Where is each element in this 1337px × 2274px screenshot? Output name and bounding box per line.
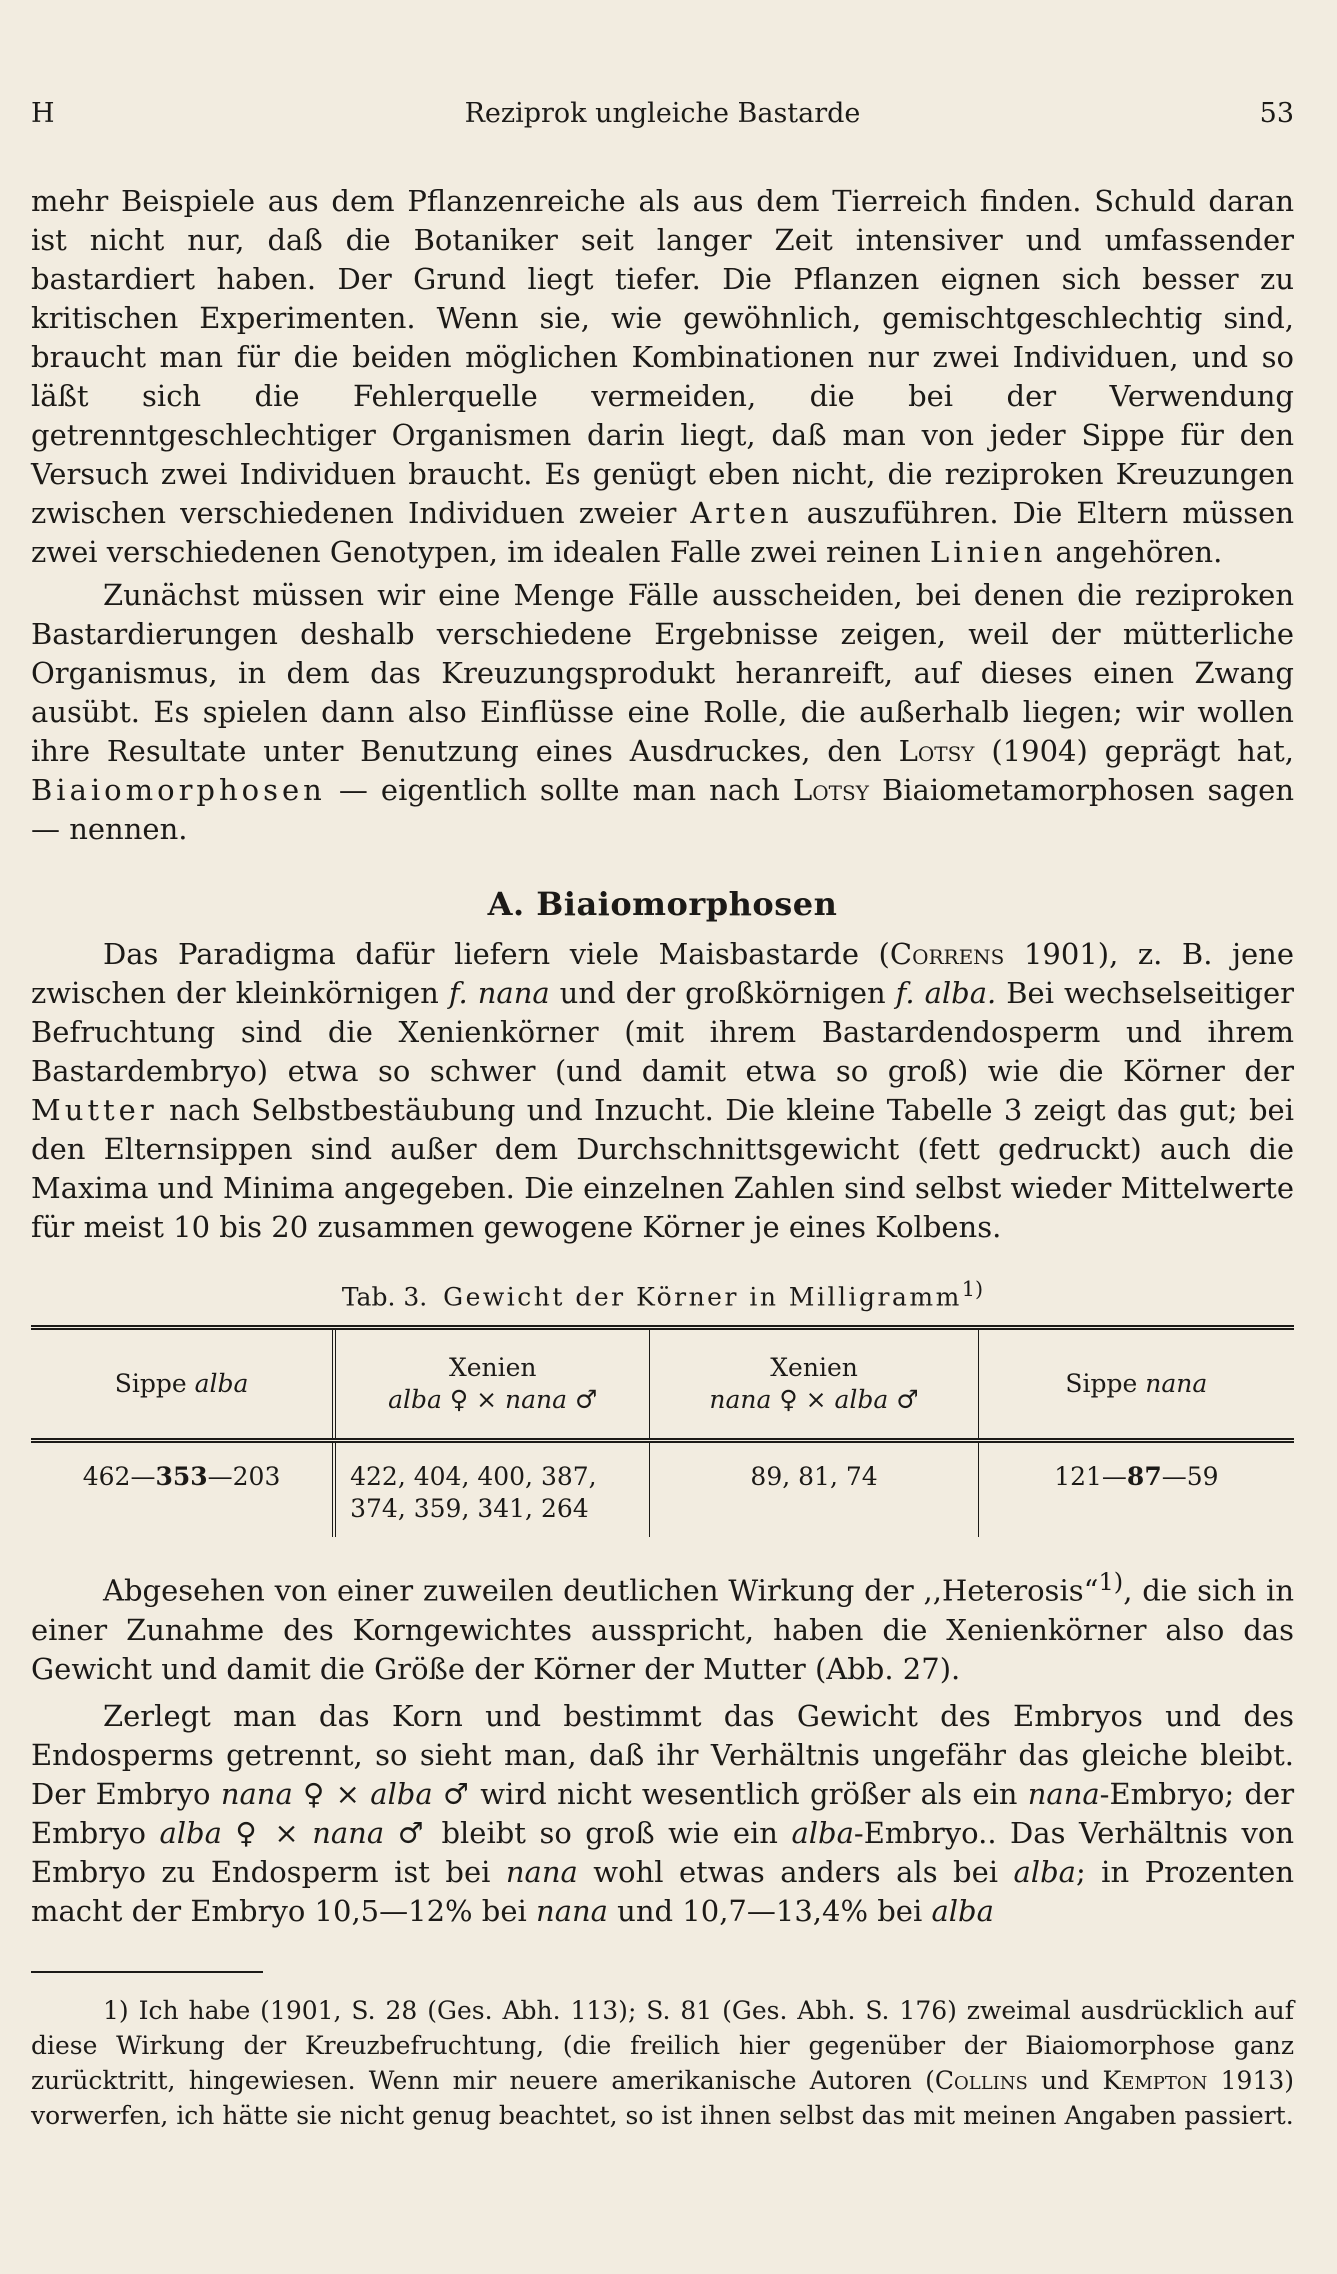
- grain-weight-table: [31, 1325, 1294, 1537]
- paragraph-4: Abgesehen von einer zuweilen deutlichen Wirkung der ,,Heterosis“$^{1)}$, die sich in einer Zunahme des Korngewichtes ausspricht, haben die Xenienkörner also das Gewicht und damit die Größe der Körner der Mutter (Abb. 27).: [31, 1568, 1294, 1686]
- col-header-xenien-alba-nana: Xenien alba ♀ × nana ♂: [334, 1328, 650, 1441]
- cell-xenien-alba-nana: 422, 404, 400, 387, 374, 359, 341, 264: [334, 1441, 650, 1538]
- col-header-sippe-nana: Sippe nana: [978, 1328, 1294, 1441]
- section-heading: A. Biaiomorphosen: [487, 885, 838, 923]
- footnote-rule: [31, 1971, 263, 1973]
- body-text: [31, 182, 1294, 2133]
- footnote: [31, 1993, 1294, 2133]
- paragraph-1: mehr Beispiele aus dem Pflanzenreiche als aus dem Tierreich finden. Schuld daran ist nicht nur, daß die Botaniker seit langer Zeit intensiver und umfassender bastardiert haben. Der Grund liegt tiefer. Die Pflanzen eignen sich besser zu kritischen Experimenten. Wenn sie, wie gewöhnlich, gemischtgeschlechtig sind, braucht man für die beiden möglichen Kombinationen nur zwei Individuen, und so läßt sich die Fehlerquelle vermeiden, die bei der Verwendung getrenntgeschlechtiger Organismen darin liegt, daß man von jeder Sippe für den Versuch zwei Individuen braucht. Es genügt eben nicht, die reziproken Kreuzungen zwischen verschiedenen Individuen zweier Arten auszuführen. Die Eltern müssen zwei verschiedenen Genotypen, im idealen Falle zwei reinen Linien angehören.: [31, 184, 1295, 569]
- running-header: [31, 98, 1294, 138]
- table-caption: Tab. 3. Gewicht der Körner in Milligramm$^{1)}$: [341, 1277, 984, 1312]
- page-number: 53: [1259, 98, 1294, 129]
- header-title: Reziprok ungleiche Bastarde: [464, 98, 861, 129]
- cell-sippe-nana: 121—87—59: [978, 1441, 1294, 1538]
- header-left: H: [31, 98, 55, 129]
- cell-xenien-nana-alba: 89, 81, 74: [650, 1441, 978, 1538]
- cell-sippe-alba: 462—353—203: [82, 1462, 281, 1492]
- col-header-sippe-alba: Sippe alba: [31, 1328, 334, 1441]
- table-row: [31, 1441, 1294, 1538]
- col-header-xenien-nana-alba: Xenien nana ♀ × alba ♂: [650, 1328, 978, 1441]
- paragraph-5: Zerlegt man das Korn und bestimmt das Gewicht des Embryos und des Endosperms getrennt, so sieht man, daß ihr Verhältnis ungefähr das gleiche bleibt. Der Embryo nana ♀ × alba ♂ wird nicht wesentlich größer als ein nana-Embryo; der Embryo alba ♀ × nana ♂ bleibt so groß wie ein alba-Embryo.. Das Verhältnis von Embryo zu Endosperm ist bei nana wohl etwas anders als bei alba; in Prozenten macht der Embryo 10,5—12% bei nana und 10,7—13,4% bei alba: [31, 1698, 1295, 1928]
- paragraph-2: Zunächst müssen wir eine Menge Fälle ausscheiden, bei denen die reziproken Bastardierungen deshalb verschiedene Ergebnisse zeigen, weil der mütterliche Organismus, in dem das Kreuzungsprodukt heranreift, auf dieses einen Zwang ausübt. Es spielen dann also Einflüsse eine Rolle, die außerhalb liegen; wir wollen ihre Resultate unter Benutzung eines Ausdruckes, den Lotsy (1904) geprägt hat, Biaiomorphosen — eigentlich sollte man nach Lotsy Biaiometamorphosen sagen — nennen.: [31, 578, 1295, 846]
- paragraph-3: Das Paradigma dafür liefern viele Maisbastarde (Correns 1901), z. B. jene zwischen der kleinkörnigen f. nana und der großkörnigen f. alba. Bei wechselseitiger Befruchtung sind die Xenienkörner (mit ihrem Bastardendosperm und ihrem Bastardembryo) etwa so schwer (und damit etwa so groß) wie die Körner der Mutter nach Selbstbestäubung und Inzucht. Die kleine Tabelle 3 zeigt das gut; bei den Elternsippen sind außer dem Durchschnittsgewicht (fett gedruckt) auch die Maxima und Minima angegeben. Die einzelnen Zahlen sind selbst wieder Mittelwerte für meist 10 bis 20 zusammen gewogene Körner je eines Kolbens.: [31, 937, 1295, 1244]
- footnote-text: 1) Ich habe (1901, S. 28 (Ges. Abh. 113); S. 81 (Ges. Abh. S. 176) zweimal ausdrücklich auf diese Wirkung der Kreuzbefruchtung, (die freilich hier gegenüber der Biaiomorphose ganz zurücktritt, hingewiesen. Wenn mir neuere amerikanische Autoren (Collins und Kempton 1913) vorwerfen, ich hätte sie nicht genug beachtet, so ist ihnen selbst das mit meinen Angaben passiert.: [31, 1995, 1295, 2130]
